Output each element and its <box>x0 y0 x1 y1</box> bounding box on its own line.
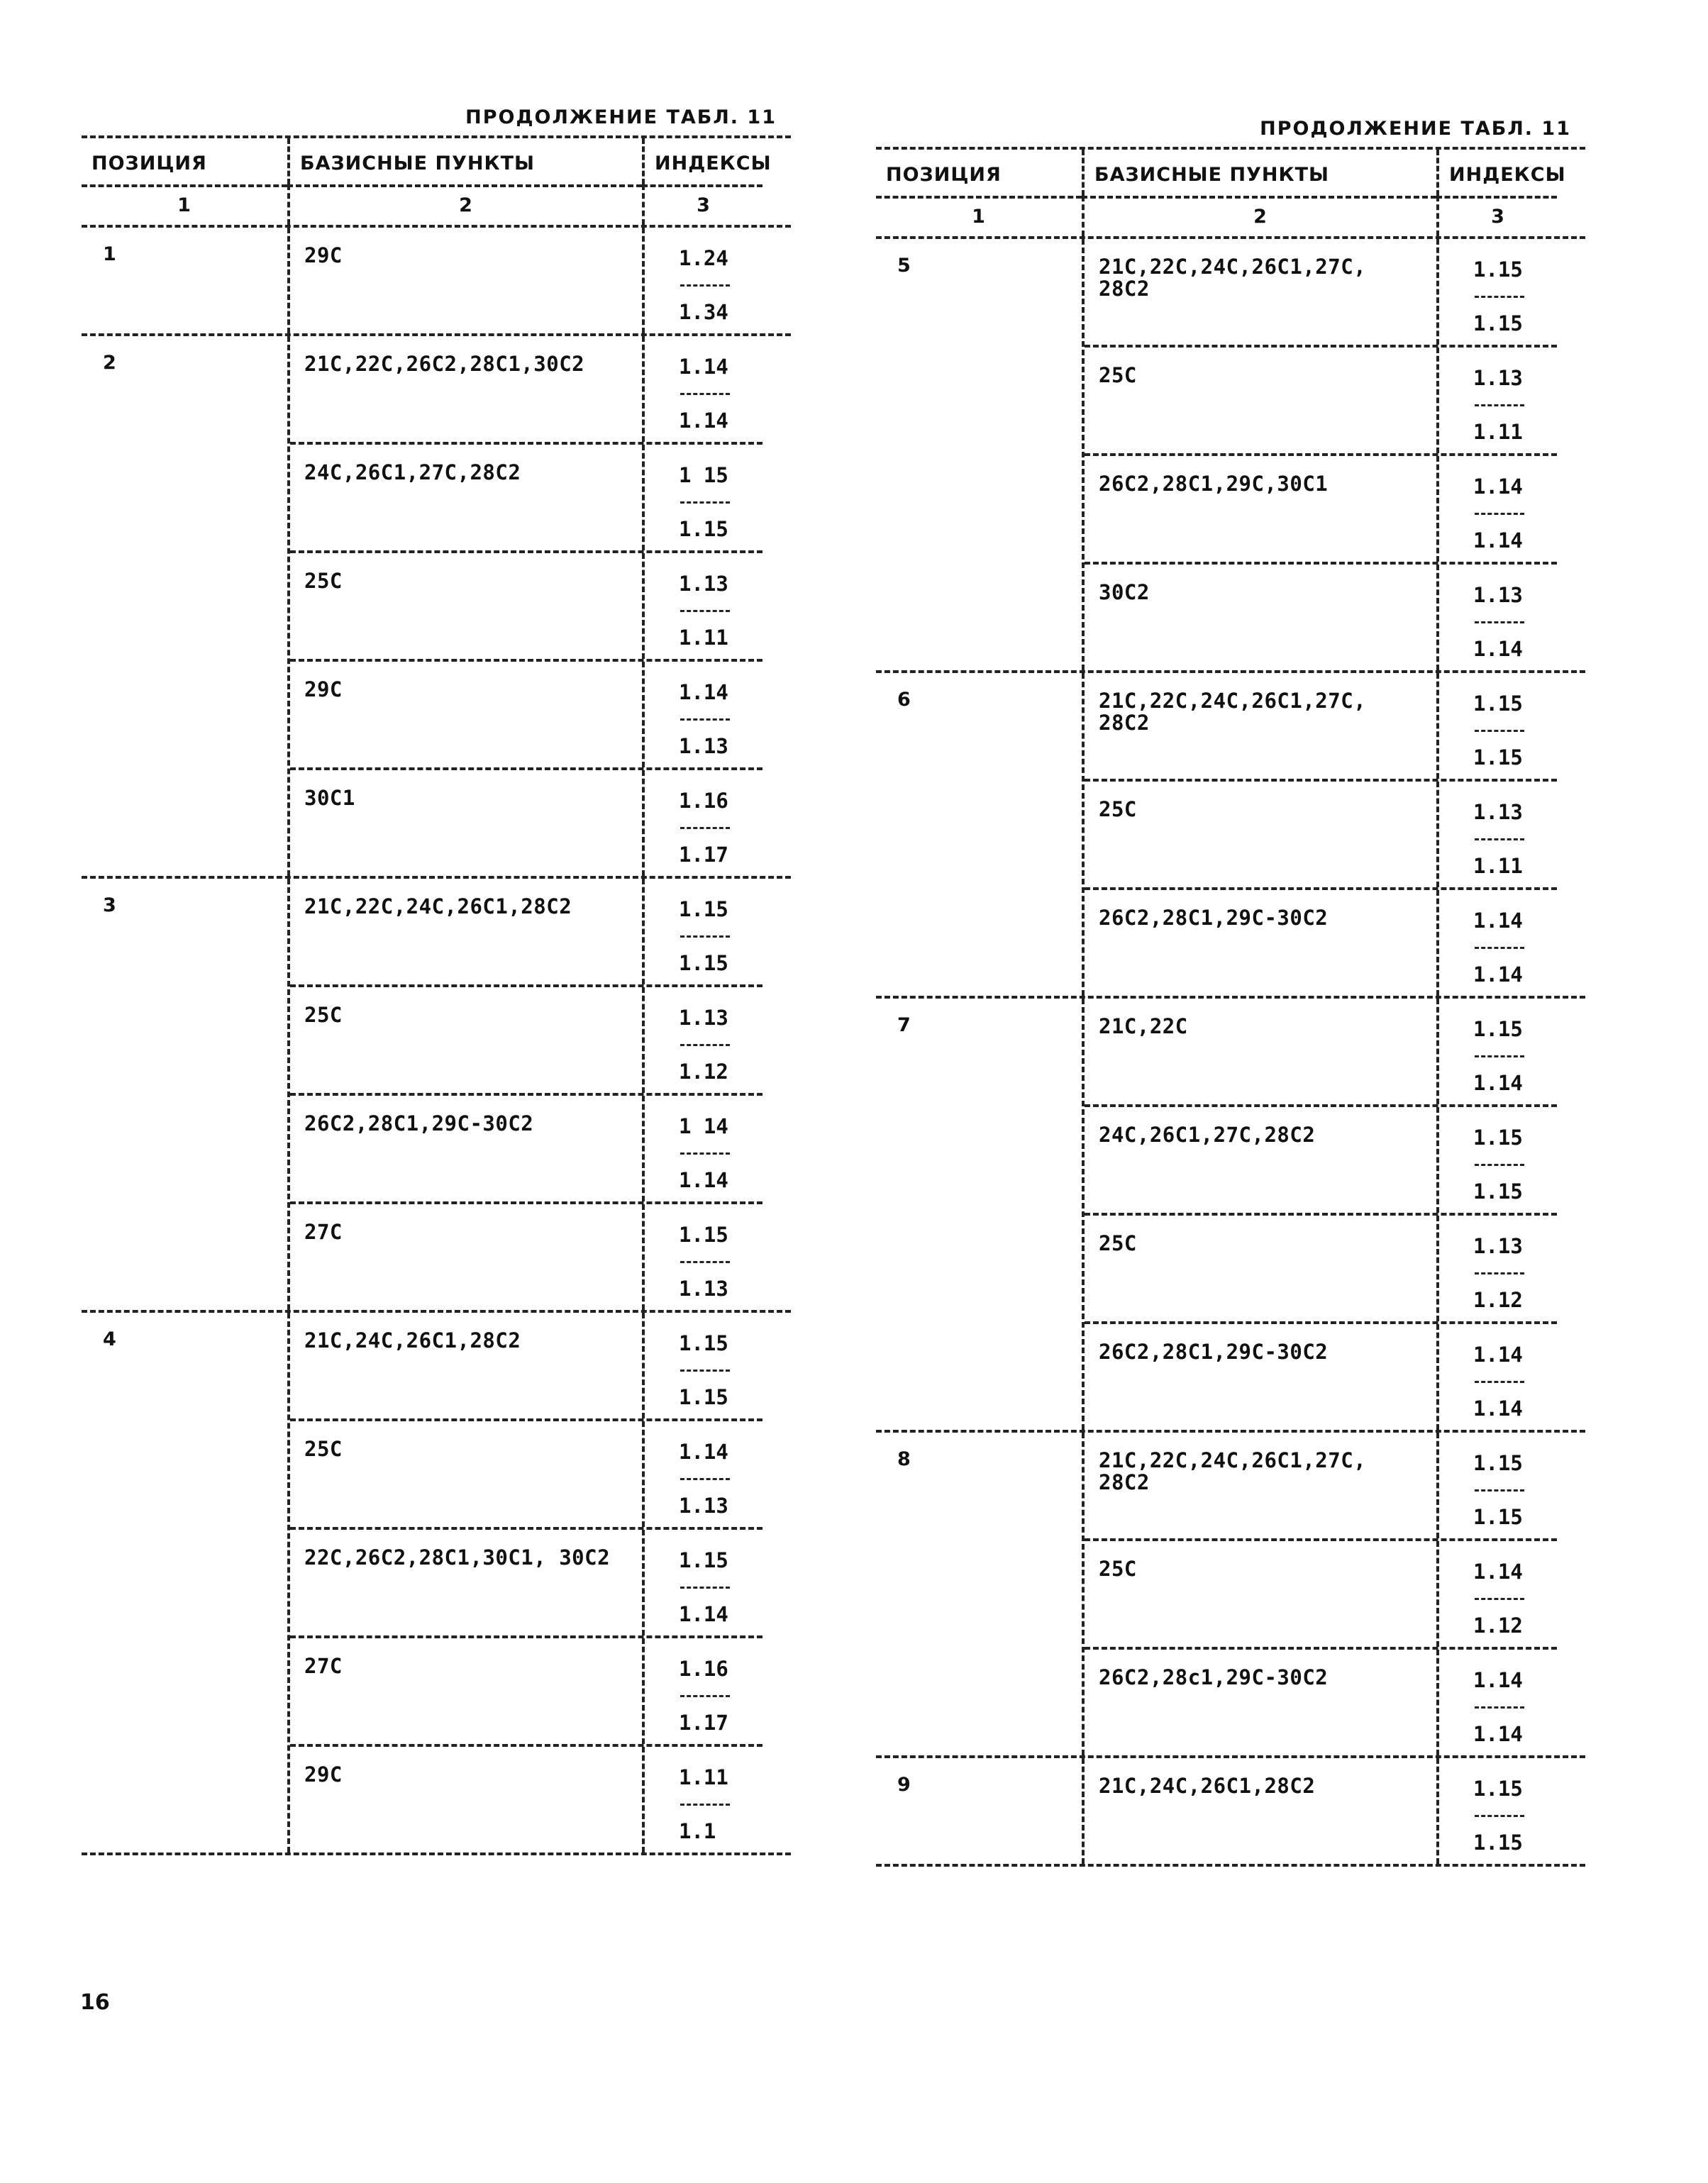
index-cell <box>642 1747 762 1853</box>
position-number: 7 <box>897 1014 911 1036</box>
index-cell <box>1436 782 1557 887</box>
fraction-bar <box>680 1478 730 1480</box>
column-number-1: 1 <box>876 196 1082 236</box>
index-denominator: 1.14 <box>679 1168 728 1192</box>
index-cell <box>1436 1107 1557 1213</box>
table-header <box>876 150 1585 196</box>
index-denominator: 1.11 <box>1473 420 1523 444</box>
left-table-panel <box>82 106 791 1855</box>
index-numerator: 1.13 <box>1473 1234 1523 1258</box>
index-denominator: 1.15 <box>1473 311 1523 335</box>
index-cell <box>642 987 762 1093</box>
index-cell <box>1436 348 1557 453</box>
basis-points-cell: 21С,24С,26С1,28С2 <box>1099 1774 1316 1798</box>
fraction-bar <box>1475 1272 1524 1274</box>
index-denominator: 1.17 <box>679 843 728 867</box>
index-cell <box>642 228 762 333</box>
fraction-bar <box>1475 730 1524 732</box>
index-cell <box>1436 1216 1557 1321</box>
index-numerator: 1.13 <box>679 572 728 596</box>
index-cell <box>1436 239 1557 345</box>
position-number: 1 <box>103 243 116 265</box>
basis-points-cell: 25С <box>304 1003 343 1027</box>
table-row <box>1085 887 1557 996</box>
column-number-3: 3 <box>1436 196 1557 236</box>
fraction-bar <box>680 1044 730 1046</box>
index-denominator: 1.15 <box>1473 1831 1523 1855</box>
table-row <box>290 442 762 550</box>
index-cell <box>1436 1433 1557 1538</box>
basis-points-cell: 30С2 <box>1099 580 1150 604</box>
index-denominator: 1.14 <box>1473 528 1523 552</box>
index-denominator: 1.14 <box>1473 1722 1523 1746</box>
index-denominator: 1.15 <box>679 1385 728 1409</box>
table-caption: ПРОДОЛЖЕНИЕ ТАБЛ. 11 <box>465 106 777 128</box>
index-numerator: 1.14 <box>679 355 728 379</box>
index-numerator: 1.11 <box>679 1765 728 1789</box>
fraction-bar <box>680 827 730 829</box>
basis-points-cell: 26С2,28С1,29С,30С1 <box>1099 472 1329 496</box>
fraction-bar <box>680 1587 730 1589</box>
index-denominator: 1.15 <box>1473 1179 1523 1204</box>
index-numerator: 1.15 <box>679 1331 728 1355</box>
index-denominator: 1.13 <box>679 1494 728 1518</box>
basis-points-cell: 21С,22С,24С,26С1,28С2 <box>304 894 572 918</box>
fraction-bar <box>1475 1164 1524 1166</box>
index-numerator: 1.15 <box>679 1223 728 1247</box>
table-row <box>1085 1433 1557 1538</box>
basis-points-cell: 21С,22С,24С,26С1,27С, 28С2 <box>1099 689 1367 735</box>
fraction-bar <box>680 1370 730 1372</box>
table-row <box>1085 239 1557 345</box>
table-row <box>290 550 762 659</box>
fraction-bar <box>1475 404 1524 406</box>
column-numbers <box>876 196 1585 236</box>
index-denominator: 1.12 <box>1473 1613 1523 1638</box>
right-table-panel <box>876 118 1585 1867</box>
index-denominator: 1.14 <box>1473 1071 1523 1095</box>
fraction-bar <box>1475 947 1524 949</box>
index-numerator: 1.14 <box>1473 1668 1523 1692</box>
index-denominator: 1.13 <box>679 734 728 758</box>
position-block <box>876 1430 1585 1755</box>
index-denominator: 1.1 <box>679 1819 716 1843</box>
index-numerator: 1.14 <box>1473 1343 1523 1367</box>
basis-points-cell: 21С,22С,24С,26С1,27С, 28С2 <box>1099 255 1367 301</box>
index-cell <box>1436 1758 1557 1864</box>
index-numerator: 1.13 <box>1473 366 1523 390</box>
position-block <box>876 1755 1585 1864</box>
table-row <box>290 879 762 984</box>
index-cell <box>642 336 762 442</box>
index-denominator: 1.14 <box>1473 637 1523 661</box>
index-denominator: 1.13 <box>679 1277 728 1301</box>
table-row <box>290 984 762 1093</box>
index-numerator: 1.14 <box>679 680 728 704</box>
position-block <box>876 670 1585 996</box>
index-numerator: 1.15 <box>1473 1126 1523 1150</box>
table-row <box>290 1527 762 1635</box>
index-cell <box>642 1096 762 1201</box>
table-row <box>290 659 762 767</box>
index-numerator: 1.13 <box>1473 583 1523 607</box>
position-number: 2 <box>103 352 116 374</box>
table-row <box>290 1418 762 1527</box>
table-row <box>1085 999 1557 1104</box>
index-denominator: 1.34 <box>679 300 728 324</box>
header-basis-points: БАЗИСНЫЕ ПУНКТЫ <box>287 138 642 184</box>
header-indices: ИНДЕКСЫ <box>642 138 762 184</box>
index-numerator: 1.16 <box>679 789 728 813</box>
index-numerator: 1 15 <box>679 463 728 487</box>
index-cell <box>1436 565 1557 670</box>
basis-points-cell: 21С,24С,26С1,28С2 <box>304 1328 521 1352</box>
index-numerator: 1.15 <box>679 1548 728 1572</box>
table-row <box>290 228 762 333</box>
fraction-bar <box>1475 1706 1524 1709</box>
column-number-1: 1 <box>82 184 287 225</box>
index-numerator: 1.15 <box>679 897 728 921</box>
fraction-bar <box>680 393 730 395</box>
table-row <box>1085 1321 1557 1430</box>
column-number-3: 3 <box>642 184 762 225</box>
index-cell <box>1436 456 1557 562</box>
basis-points-cell: 25С <box>1099 1557 1137 1581</box>
position-number: 6 <box>897 689 911 711</box>
position-number: 5 <box>897 255 911 277</box>
column-numbers <box>82 184 791 225</box>
index-cell <box>642 553 762 659</box>
fraction-bar <box>1475 1598 1524 1600</box>
fraction-bar <box>1475 621 1524 623</box>
basis-points-cell: 29С <box>304 677 343 701</box>
basis-points-cell: 29С <box>304 243 343 267</box>
position-rows <box>1082 1758 1557 1864</box>
basis-points-cell: 26С2,28С1,29С-30С2 <box>1099 906 1329 930</box>
table-row <box>1085 1538 1557 1647</box>
fraction-bar <box>1475 1055 1524 1057</box>
position-block <box>82 333 791 876</box>
index-denominator: 1.12 <box>679 1060 728 1084</box>
table-row <box>1085 673 1557 779</box>
basis-points-cell: 29С <box>304 1762 343 1787</box>
fraction-bar <box>1475 1489 1524 1492</box>
basis-points-cell: 21С,22С <box>1099 1014 1188 1038</box>
basis-points-cell: 25С <box>1099 797 1137 821</box>
basis-points-cell: 25С <box>304 1437 343 1461</box>
basis-points-cell: 25С <box>304 569 343 593</box>
index-denominator: 1.14 <box>1473 1396 1523 1421</box>
position-rows <box>287 879 762 1310</box>
fraction-bar <box>680 1695 730 1697</box>
table-row <box>1085 1104 1557 1213</box>
fraction-bar <box>680 1152 730 1155</box>
table-row <box>290 1744 762 1853</box>
index-denominator: 1.12 <box>1473 1288 1523 1312</box>
index-cell <box>642 1204 762 1310</box>
fraction-bar <box>1475 1815 1524 1817</box>
index-cell <box>642 1638 762 1744</box>
table-row <box>1085 779 1557 887</box>
index-cell <box>1436 1650 1557 1755</box>
table-header <box>82 138 791 184</box>
basis-points-cell: 21С,22С,26С2,28С1,30С2 <box>304 352 585 376</box>
index-numerator: 1.15 <box>1473 1777 1523 1801</box>
table-row <box>290 336 762 442</box>
table-body <box>82 225 791 1853</box>
table-row <box>1085 562 1557 670</box>
position-number: 3 <box>103 894 116 916</box>
index-denominator: 1.15 <box>1473 1505 1523 1529</box>
basis-points-cell: 27С <box>304 1654 343 1678</box>
table-row <box>290 1313 762 1418</box>
table-row <box>290 1201 762 1310</box>
index-numerator: 1.16 <box>679 1657 728 1681</box>
table-row <box>1085 1213 1557 1321</box>
table-row <box>290 1635 762 1744</box>
basis-points-cell: 24С,26С1,27С,28С2 <box>304 460 521 484</box>
header-indices: ИНДЕКСЫ <box>1436 150 1557 196</box>
position-number: 4 <box>103 1328 116 1350</box>
index-cell <box>642 1313 762 1418</box>
index-cell <box>1436 1324 1557 1430</box>
index-denominator: 1.15 <box>1473 745 1523 770</box>
position-block <box>82 225 791 333</box>
position-number: 9 <box>897 1774 911 1796</box>
index-cell <box>642 770 762 876</box>
index-numerator: 1.14 <box>1473 474 1523 499</box>
index-numerator: 1.15 <box>1473 1017 1523 1041</box>
basis-points-cell: 21С,22С,24С,26С1,27С, 28С2 <box>1099 1448 1367 1494</box>
index-cell <box>642 1421 762 1527</box>
fraction-bar <box>1475 838 1524 840</box>
position-block <box>82 1310 791 1853</box>
position-rows <box>287 336 762 876</box>
table-row <box>1085 453 1557 562</box>
position-block <box>876 996 1585 1430</box>
index-numerator: 1.14 <box>1473 909 1523 933</box>
fraction-bar <box>680 501 730 504</box>
index-numerator: 1.13 <box>1473 800 1523 824</box>
position-rows <box>1082 673 1557 996</box>
index-numerator: 1.15 <box>1473 691 1523 716</box>
position-rows <box>1082 999 1557 1430</box>
position-block <box>876 236 1585 670</box>
index-cell <box>642 445 762 550</box>
table-caption: ПРОДОЛЖЕНИЕ ТАБЛ. 11 <box>1260 118 1571 140</box>
index-numerator: 1.15 <box>1473 1451 1523 1475</box>
fraction-bar <box>1475 296 1524 298</box>
fraction-bar <box>1475 1381 1524 1383</box>
table-body <box>876 236 1585 1864</box>
table-row <box>290 1093 762 1201</box>
position-rows <box>287 228 762 333</box>
index-cell <box>1436 1541 1557 1647</box>
position-rows <box>287 1313 762 1853</box>
index-numerator: 1.24 <box>679 246 728 270</box>
fraction-bar <box>680 284 730 287</box>
index-denominator: 1.15 <box>679 517 728 541</box>
column-number-2: 2 <box>287 184 642 225</box>
basis-points-cell: 25С <box>1099 363 1137 387</box>
header-position: ПОЗИЦИЯ <box>92 152 207 174</box>
fraction-bar <box>1475 513 1524 515</box>
index-cell <box>1436 673 1557 779</box>
column-number-2: 2 <box>1082 196 1436 236</box>
basis-points-cell: 26С2,28с1,29С-30С2 <box>1099 1665 1329 1689</box>
fraction-bar <box>680 610 730 612</box>
index-denominator: 1.17 <box>679 1711 728 1735</box>
index-numerator: 1.14 <box>1473 1560 1523 1584</box>
index-numerator: 1.14 <box>679 1440 728 1464</box>
header-basis-points: БАЗИСНЫЕ ПУНКТЫ <box>1082 150 1436 196</box>
page-number: 16 <box>80 1990 110 2015</box>
position-rows <box>1082 1433 1557 1755</box>
table-row <box>1085 1758 1557 1864</box>
index-numerator: 1 14 <box>679 1114 728 1138</box>
index-denominator: 1.15 <box>679 951 728 975</box>
basis-points-cell: 26С2,28С1,29С-30С2 <box>304 1111 534 1135</box>
fraction-bar <box>680 718 730 721</box>
index-cell <box>642 662 762 767</box>
header-position: ПОЗИЦИЯ <box>886 164 1002 186</box>
index-denominator: 1.14 <box>679 1602 728 1626</box>
index-numerator: 1.13 <box>679 1006 728 1030</box>
index-denominator: 1.11 <box>679 626 728 650</box>
index-numerator: 1.15 <box>1473 257 1523 282</box>
position-number: 8 <box>897 1448 911 1470</box>
basis-points-cell: 30С1 <box>304 786 355 810</box>
index-denominator: 1.14 <box>1473 962 1523 987</box>
table-row <box>1085 345 1557 453</box>
index-denominator: 1.11 <box>1473 854 1523 878</box>
fraction-bar <box>680 935 730 938</box>
table-row <box>1085 1647 1557 1755</box>
basis-points-cell: 26С2,28С1,29С-30С2 <box>1099 1340 1329 1364</box>
index-cell <box>1436 890 1557 996</box>
basis-points-cell: 27С <box>304 1220 343 1244</box>
index-cell <box>1436 999 1557 1104</box>
basis-points-cell: 24С,26С1,27С,28С2 <box>1099 1123 1316 1147</box>
basis-points-cell: 22С,26С2,28С1,30С1, 30С2 <box>304 1545 611 1570</box>
fraction-bar <box>680 1804 730 1806</box>
basis-points-cell: 25С <box>1099 1231 1137 1255</box>
table-row <box>290 767 762 876</box>
fraction-bar <box>680 1261 730 1263</box>
position-block <box>82 876 791 1310</box>
index-cell <box>642 879 762 984</box>
index-cell <box>642 1530 762 1635</box>
index-denominator: 1.14 <box>679 409 728 433</box>
position-rows <box>1082 239 1557 670</box>
